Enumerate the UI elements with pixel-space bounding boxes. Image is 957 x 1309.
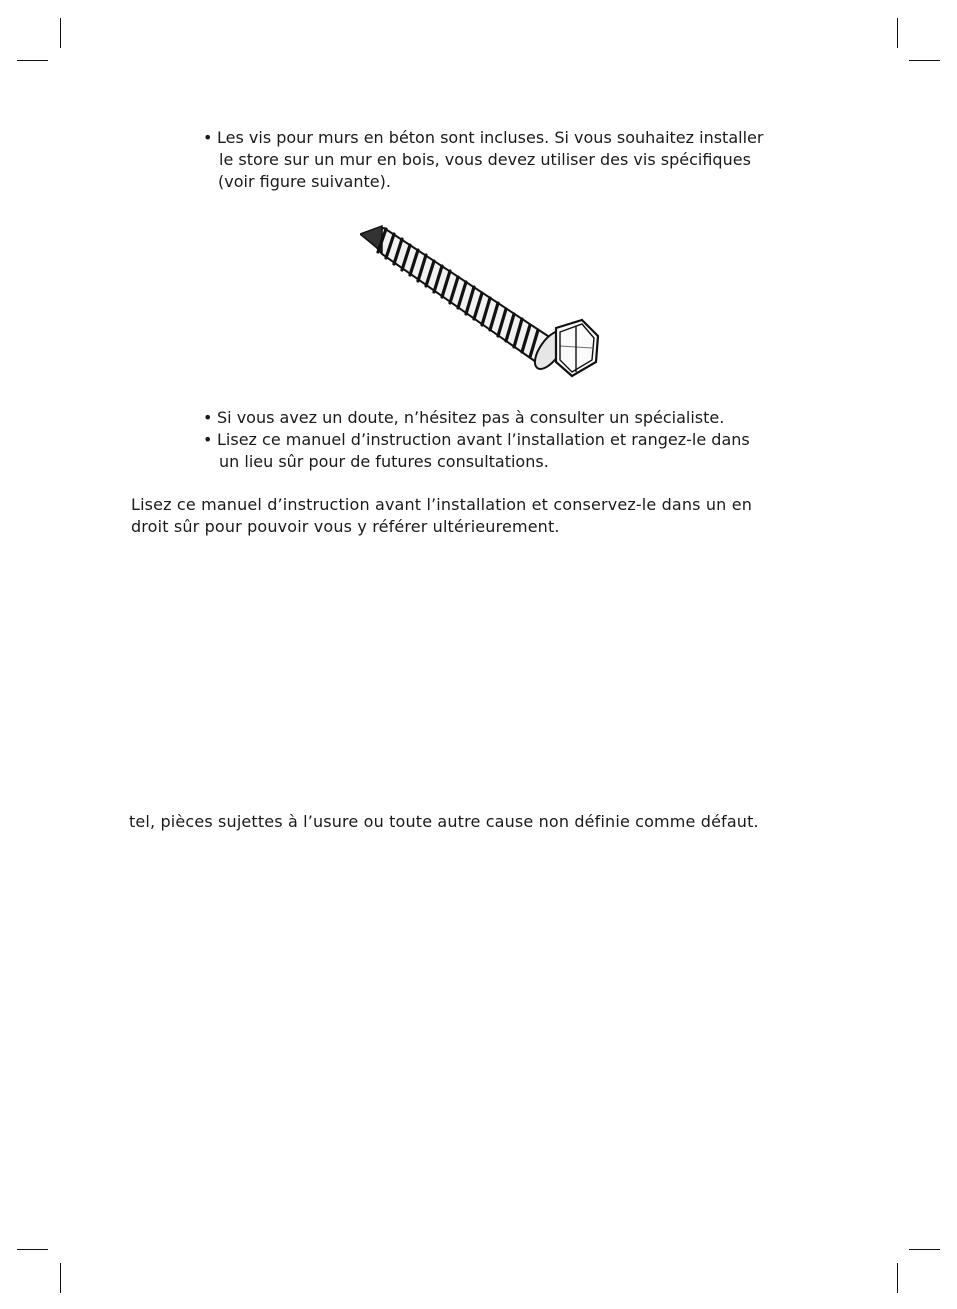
- hex-bolt-screw-icon: [360, 222, 605, 384]
- crop-mark-top-right-vertical: [897, 18, 898, 48]
- paragraph-line: droit sûr pour pouvoir vous y référer ultérieurement.: [131, 517, 560, 536]
- bullet-text-line: Les vis pour murs en béton sont incluses. Si vous souhaitez installer: [217, 128, 764, 147]
- bullet-symbol: •: [203, 128, 213, 147]
- crop-mark-top-left-horizontal: [17, 60, 48, 61]
- crop-mark-bottom-left-horizontal: [17, 1249, 48, 1250]
- bullet-text-line: le store sur un mur en bois, vous devez utiliser des vis spécifiques: [219, 150, 751, 169]
- bullet-item-screws: [203, 127, 763, 149]
- bullet-text-line: (voir figure suivante).: [218, 172, 391, 191]
- bullet-symbol: •: [203, 430, 213, 449]
- warranty-fragment-line: tel, pièces sujettes à l’usure ou toute autre cause non définie comme défaut.: [129, 812, 759, 831]
- crop-mark-bottom-right-vertical: [897, 1263, 898, 1293]
- crop-mark-top-right-horizontal: [909, 60, 940, 61]
- bullet-symbol: •: [203, 408, 213, 427]
- bullet-text-line: un lieu sûr pour de futures consultations.: [219, 452, 549, 471]
- bullet-text-line: Si vous avez un doute, n’hésitez pas à consulter un spécialiste.: [217, 408, 725, 427]
- crop-mark-bottom-left-vertical: [60, 1263, 61, 1293]
- crop-mark-bottom-right-horizontal: [909, 1249, 940, 1250]
- paragraph-line: Lisez ce manuel d’instruction avant l’installation et conservez-le dans un en: [131, 495, 752, 514]
- bullet-item-specialist: [203, 407, 724, 429]
- bullet-text-line: Lisez ce manuel d’instruction avant l’installation et rangez-le dans: [217, 430, 750, 449]
- crop-mark-top-left-vertical: [60, 18, 61, 48]
- bullet-item-manual: [203, 429, 750, 451]
